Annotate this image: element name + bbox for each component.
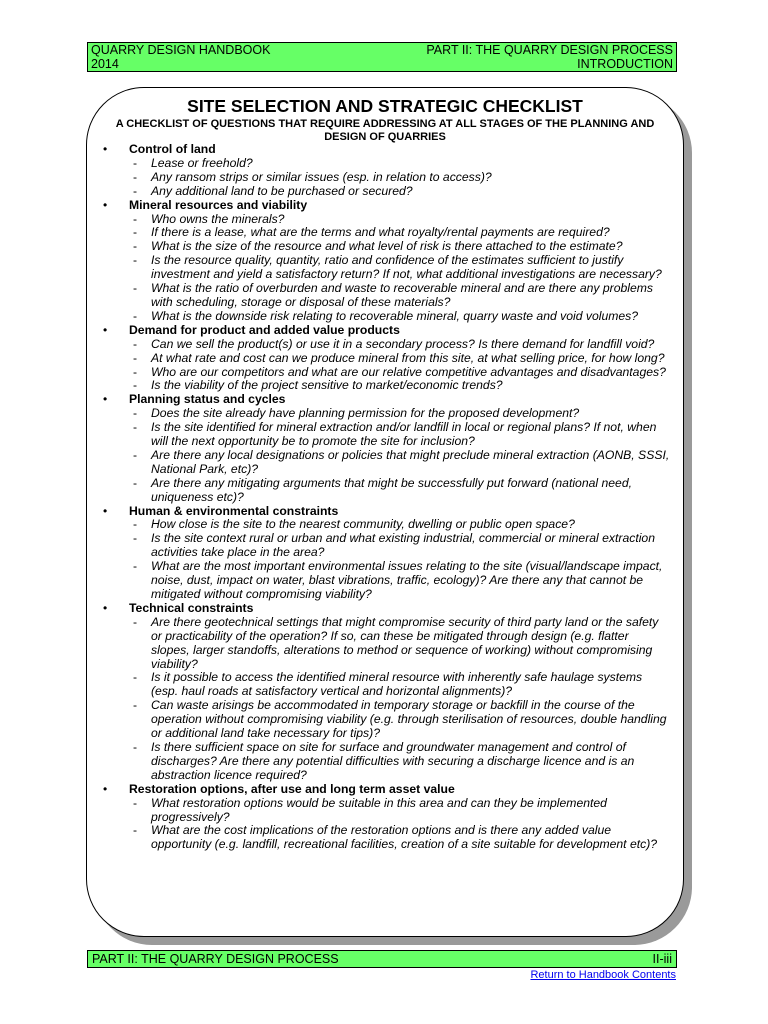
checklist-question <box>129 240 670 254</box>
return-to-contents-link[interactable]: Return to Handbook Contents <box>530 969 676 981</box>
section-heading: Human & environmental constraints <box>129 503 339 518</box>
header-part-title: PART II: THE QUARRY DESIGN PROCESS <box>426 43 673 57</box>
dash-icon: - <box>133 531 138 546</box>
section-heading: Technical constraints <box>129 600 254 615</box>
checklist-question <box>129 421 670 449</box>
section-heading: Control of land <box>129 142 216 156</box>
page-header <box>87 42 677 72</box>
bullet-icon: • <box>103 322 108 337</box>
question-text: What restoration options would be suitable in this area and can they be implemented progressively? <box>151 795 607 824</box>
dash-icon: - <box>133 364 138 379</box>
checklist-question <box>129 157 670 171</box>
checklist-subtitle: A CHECKLIST OF QUESTIONS THAT REQUIRE ADDRESSING AT ALL STAGES OF THE PLANNING AND DESIGN OF QUARRIES <box>115 118 655 143</box>
question-text: Is the site context rural or urban and what existing industrial, commercial or mineral extraction activities take place in the area? <box>151 531 655 560</box>
checklist-question <box>129 616 670 672</box>
header-section: INTRODUCTION <box>577 57 673 71</box>
bullet-icon: • <box>103 142 108 156</box>
checklist <box>100 143 670 852</box>
page-footer <box>87 950 677 968</box>
question-text: What is the size of the resource and what level of risk is there attached to the estimate? <box>151 239 623 254</box>
checklist-question <box>129 797 670 825</box>
footer-part-title: PART II: THE QUARRY DESIGN PROCESS <box>92 952 339 966</box>
dash-icon: - <box>133 447 138 462</box>
bullet-icon: • <box>103 781 108 796</box>
dash-icon: - <box>133 169 138 184</box>
bullet-icon: • <box>103 503 108 518</box>
dash-icon: - <box>133 336 138 351</box>
checklist-question <box>129 338 670 352</box>
checklist-section <box>100 505 670 602</box>
dash-icon: - <box>133 406 138 421</box>
dash-icon: - <box>133 823 138 838</box>
checklist-question <box>129 532 670 560</box>
dash-icon: - <box>133 239 138 254</box>
question-text: Is the site identified for mineral extraction and/or landfill in local or regional plans? If not, when will the next opportunity be to promote the site for inclusion? <box>151 420 657 449</box>
question-text: What are the most important environmental issues relating to the site (visual/landscape impact, noise, dust, impact on water, blast vibrations, traffic, ecology)? Are there any that cannot be mitigated without compromising viability? <box>151 559 663 601</box>
checklist-question <box>129 310 670 324</box>
question-text: Is it possible to access the identified mineral resource with inherently safe haulage systems (esp. haul roads at satisfactory vertical and horizontal alignments)? <box>151 670 643 699</box>
dash-icon: - <box>133 211 138 226</box>
question-text: What are the cost implications of the restoration options and is there any added value opportunity (e.g. landfill, recreational facilities, creation of a site suitable for development etc)? <box>151 823 658 852</box>
header-year: 2014 <box>91 57 119 71</box>
dash-icon: - <box>133 795 138 810</box>
question-text: Are there any mitigating arguments that might be successfully put forward (national need, uniqueness etc)? <box>151 475 632 504</box>
dash-icon: - <box>133 475 138 490</box>
question-text: Who owns the minerals? <box>151 211 285 226</box>
checklist-question <box>129 824 670 852</box>
dash-icon: - <box>133 614 138 629</box>
question-text: Any ransom strips or similar issues (esp. in relation to access)? <box>151 169 492 184</box>
question-text: What is the downside risk relating to recoverable mineral, quarry waste and void volumes? <box>151 308 639 323</box>
checklist-question <box>129 741 670 783</box>
question-text: Is the resource quality, quantity, ratio and confidence of the estimates sufficient to justify investment and yield a satisfactory return? If not, what additional investigations are necessary? <box>151 253 662 282</box>
section-heading: Planning status and cycles <box>129 392 286 407</box>
checklist-question <box>129 671 670 699</box>
question-text: At what rate and cost can we produce mineral from this site, at what selling price, for how long? <box>151 350 665 365</box>
question-text: Can waste arisings be accommodated in temporary storage or backfill in the course of the operation without compromising viability (e.g. through sterilisation of resources, double handling or additional land take necessary for tips)? <box>151 698 667 741</box>
checklist-question <box>129 352 670 366</box>
footer-page-number: II-iii <box>652 952 672 966</box>
checklist-question <box>129 366 670 380</box>
checklist-question <box>129 185 670 199</box>
checklist-question <box>129 226 670 240</box>
question-text: Any additional land to be purchased or secured? <box>151 183 413 198</box>
dash-icon: - <box>133 559 138 574</box>
dash-icon: - <box>133 420 138 435</box>
dash-icon: - <box>133 517 138 532</box>
checklist-question <box>129 699 670 741</box>
question-text: How close is the site to the nearest community, dwelling or public open space? <box>151 517 575 532</box>
checklist-question <box>129 254 670 282</box>
question-text: If there is a lease, what are the terms and what royalty/rental payments are required? <box>151 225 610 240</box>
checklist-question <box>129 518 670 532</box>
question-text: Who are our competitors and what are our relative competitive advantages and disadvantages? <box>151 364 666 379</box>
question-text: What is the ratio of overburden and waste to recoverable mineral and are there any problems with scheduling, storage or disposal of these materials? <box>151 281 653 309</box>
question-text: Is the viability of the project sensitive to market/economic trends? <box>151 378 503 393</box>
section-heading: Restoration options, after use and long term asset value <box>129 781 455 796</box>
checklist-question <box>129 171 670 185</box>
bullet-icon: • <box>103 197 108 212</box>
dash-icon: - <box>133 281 138 296</box>
bullet-icon: • <box>103 600 108 615</box>
dash-icon: - <box>133 155 138 170</box>
question-text: Does the site already have planning permission for the proposed development? <box>151 406 580 421</box>
checklist-question <box>129 560 670 602</box>
checklist-question <box>129 282 670 310</box>
checklist-title: SITE SELECTION AND STRATEGIC CHECKLIST <box>187 96 583 116</box>
header-handbook-title: QUARRY DESIGN HANDBOOK <box>91 43 271 57</box>
dash-icon: - <box>133 225 138 240</box>
dash-icon: - <box>133 670 138 685</box>
checklist-question <box>129 477 670 505</box>
checklist-section <box>100 783 670 853</box>
checklist-section <box>100 602 670 783</box>
checklist-section <box>100 199 670 324</box>
question-text: Can we sell the product(s) or use it in a secondary process? Is there demand for landfill void? <box>151 336 655 351</box>
checklist-section <box>100 393 670 504</box>
checklist-question <box>129 449 670 477</box>
dash-icon: - <box>133 378 138 393</box>
dash-icon: - <box>133 253 138 268</box>
question-text: Are there any local designations or policies that might preclude mineral extraction (AONB, SSSI, National Park, etc)? <box>151 447 670 476</box>
section-heading: Mineral resources and viability <box>129 197 308 212</box>
checklist-question <box>129 407 670 421</box>
checklist-section <box>100 143 670 199</box>
section-heading: Demand for product and added value products <box>129 322 400 337</box>
dash-icon: - <box>133 698 138 713</box>
question-text: Is there sufficient space on site for surface and groundwater management and control of discharges? Are there any potential difficulties with securing a discharge licence and is an abstraction licence required? <box>151 739 635 782</box>
dash-icon: - <box>133 350 138 365</box>
question-text: Are there geotechnical settings that might compromise security of third party land or the safety or practicability of the operation? If so, can these be mitigated through design (e.g. flatter slopes, larger standoffs, alterations to method or sequence of working) without compromising viability? <box>151 614 659 671</box>
checklist-question <box>129 213 670 227</box>
checklist-section <box>100 324 670 394</box>
checklist-question <box>129 379 670 393</box>
bullet-icon: • <box>103 392 108 407</box>
dash-icon: - <box>133 183 138 198</box>
dash-icon: - <box>133 739 138 754</box>
question-text: Lease or freehold? <box>151 155 253 170</box>
dash-icon: - <box>133 308 138 323</box>
